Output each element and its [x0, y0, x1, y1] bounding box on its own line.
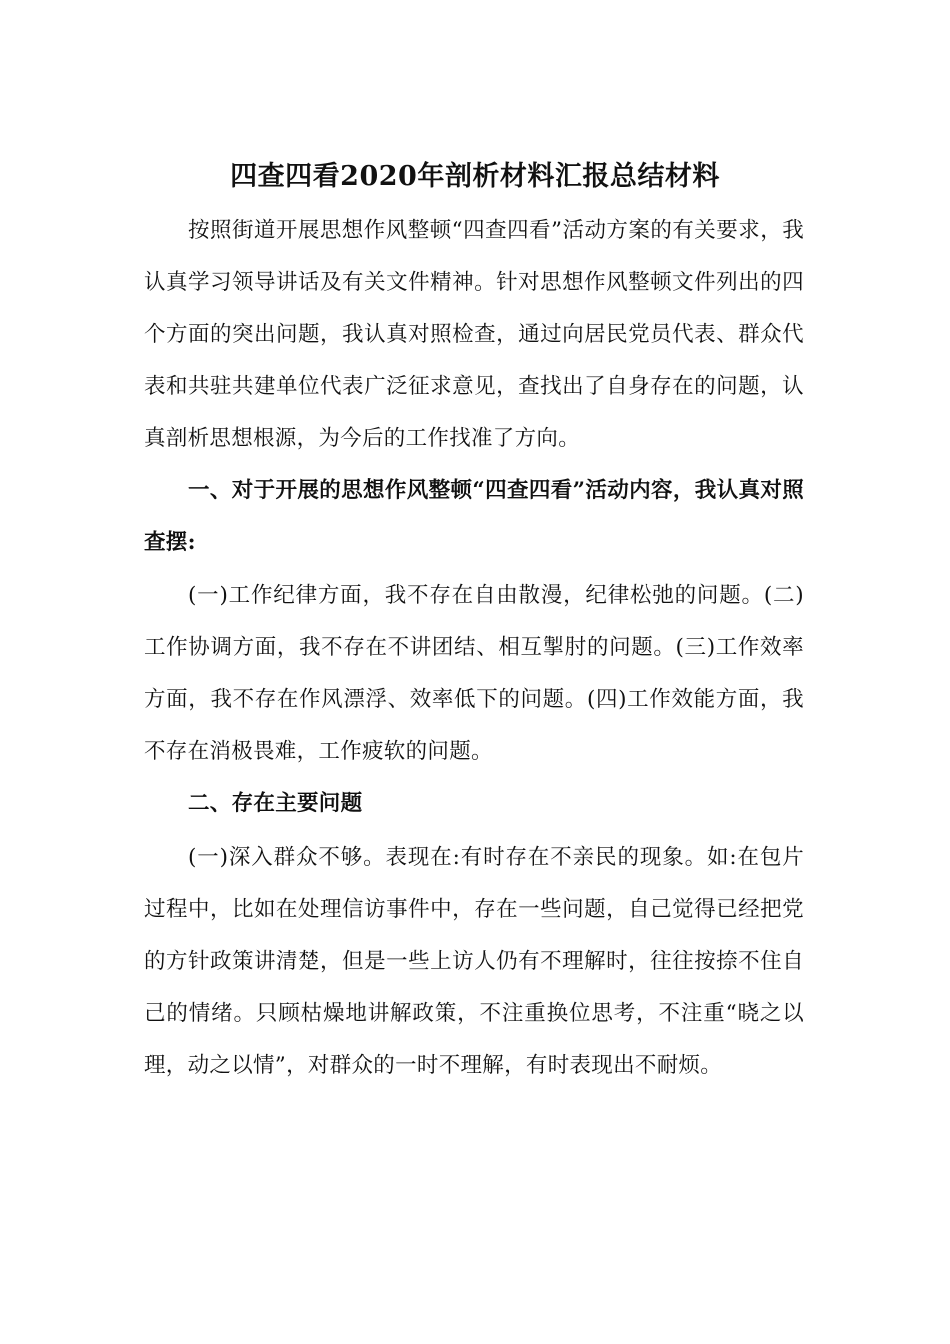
intro-paragraph: 按照街道开展思想作风整顿“四查四看”活动方案的有关要求，我认真学习领导讲话及有关文件精神。针对思想作风整顿文件列出的四个方面的突出问题，我认真对照检查，通过向居民党员代表、群众代表和共驻共建单位代表广泛征求意见，查找出了自身存在的问题，认真剖析思想根源，为今后的工作找准了方向。 — [144, 218, 804, 451]
section-1-heading: 一、对于开展的思想作风整顿“四查四看”活动内容，我认真对照查摆: — [144, 478, 804, 555]
section-2-paragraph: (一)深入群众不够。表现在:有时存在不亲民的现象。如:在包片过程中，比如在处理信访事件中，存在一些问题，自己觉得已经把党的方针政策讲清楚，但是一些上访人仍有不理解时，往往按捺不住自己的情绪。只顾枯燥地讲解政策，不注重换位思考，不注重“晓之以理，动之以情”，对群众的一时不理解，有时表现出不耐烦。 — [144, 845, 804, 1078]
section-1-paragraph: (一)工作纪律方面，我不存在自由散漫，纪律松弛的问题。(二)工作协调方面，我不存在不讲团结、相互掣肘的问题。(三)工作效率方面，我不存在作风漂浮、效率低下的问题。(四)工作效能方面，我不存在消极畏难，工作疲软的问题。 — [144, 583, 804, 764]
document-title: 四查四看2020年剖析材料汇报总结材料 — [230, 161, 720, 192]
section-2-heading: 二、存在主要问题 — [188, 791, 363, 816]
